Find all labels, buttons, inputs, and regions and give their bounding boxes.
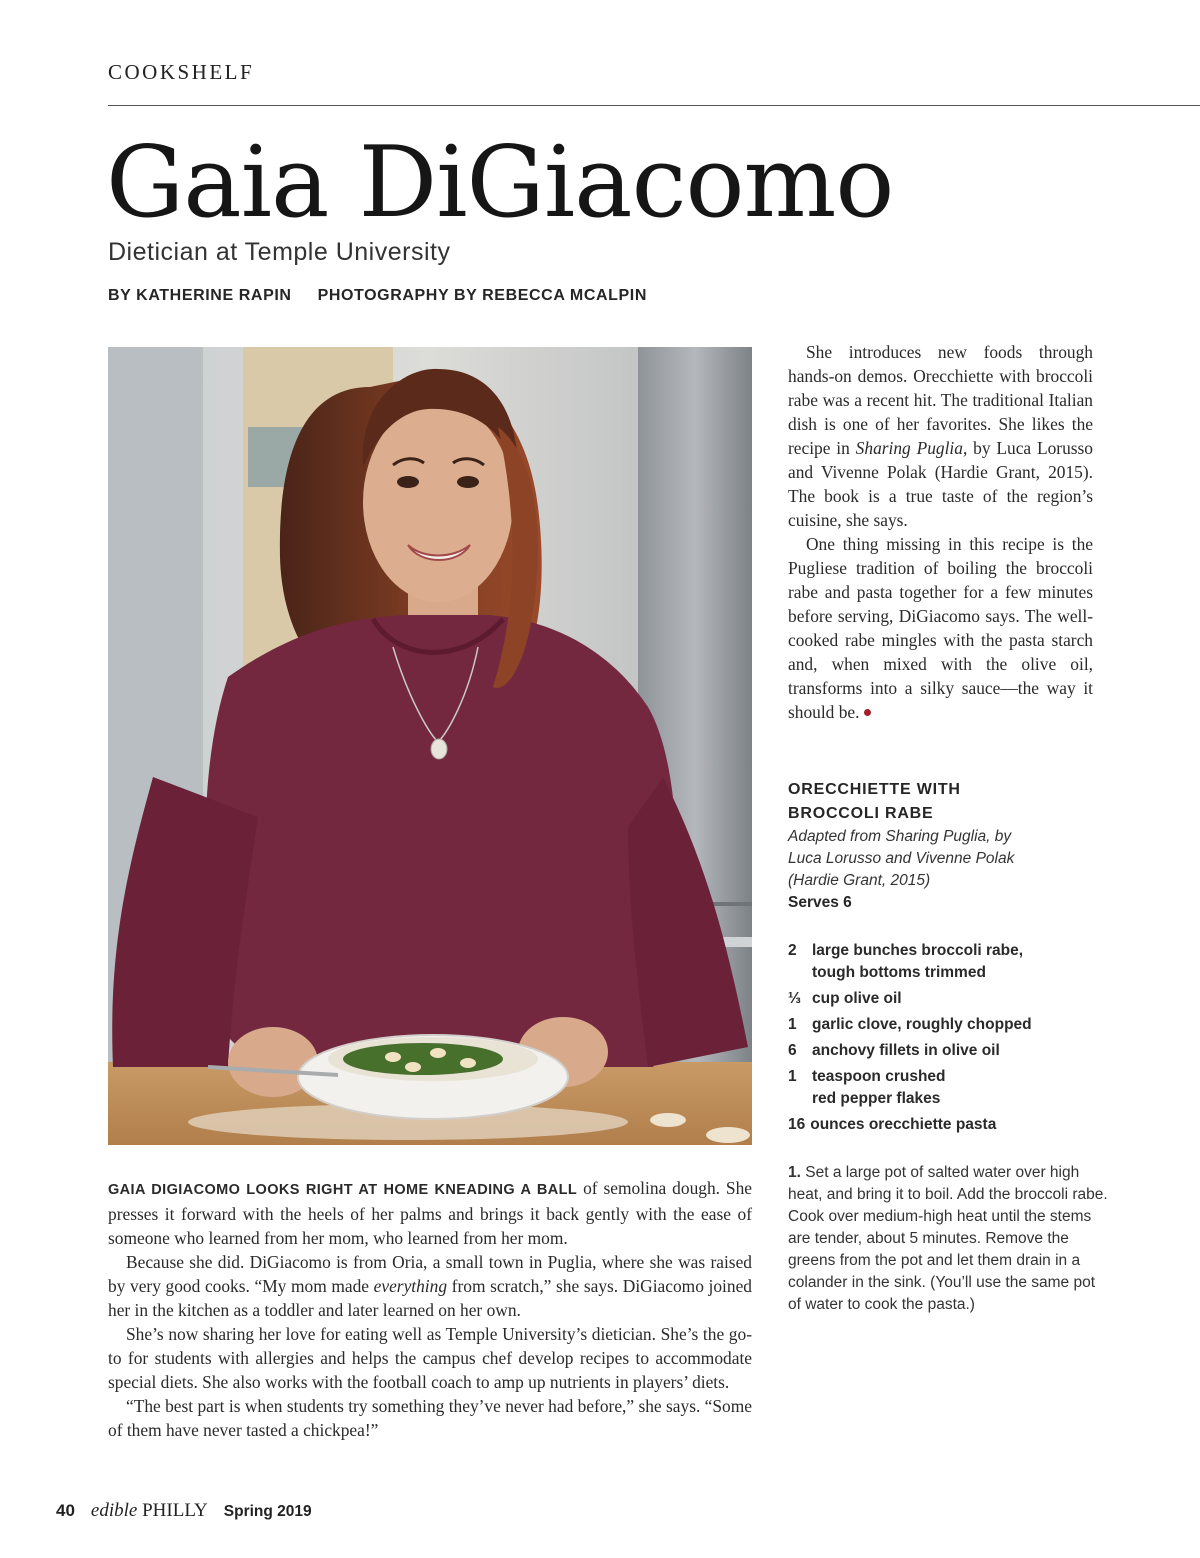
- ingredient-line: teaspoon crushed: [812, 1068, 946, 1085]
- ingredient-line: large bunches broccoli rabe,: [812, 942, 1024, 959]
- subtitle: Dietician at Temple University: [108, 238, 451, 266]
- article-paragraph-5: [788, 340, 1093, 532]
- article-paragraph-6: [788, 532, 1093, 724]
- book-title: Sharing Puglia: [855, 438, 963, 458]
- portrait-photo: [108, 347, 752, 1145]
- magazine-name: [91, 1500, 208, 1521]
- recipe-source-line: Luca Lorusso and Vivenne Polak: [788, 850, 1015, 867]
- credits: [108, 287, 647, 305]
- article-paragraph-1: [108, 1176, 752, 1250]
- header-rule: [108, 105, 1200, 106]
- ingredient-item: [788, 1014, 1108, 1036]
- recipe-source: [788, 826, 1108, 892]
- recipe-title-line: BROCCOLI RABE: [788, 805, 934, 822]
- article-paragraph-3: She’s now sharing her love for eating well as Temple University’s dietician. She’s the go-to for students with allergies and helps the campus chef develop recipes to accommodate special diets. She also works with the football coach to amp up nutrients in players’ diets.: [108, 1324, 752, 1392]
- ingredient-item: [788, 1114, 1108, 1136]
- recipe-title: [788, 778, 1108, 826]
- ingredient-item: [788, 1066, 1108, 1110]
- byline: BY KATHERINE RAPIN: [108, 287, 292, 304]
- text-run: One thing missing in this recipe is the Pugliese tradition of boiling the broccoli rabe and pasta together for a few minutes before serving, DiGiacomo says. The well-cooked rabe mingles with the pasta starch and, when mixed with the olive oil, transforms into a silky sauce—the way it should be.: [788, 534, 1093, 722]
- ingredient-qty: 16: [788, 1116, 806, 1133]
- page-title: Gaia DiGiacomo: [106, 126, 894, 240]
- page-footer: [56, 1500, 312, 1522]
- article-body-right: [788, 340, 1093, 724]
- ingredient-qty: ⅓: [788, 990, 801, 1007]
- recipe-box: [788, 778, 1108, 1316]
- ingredient-line: tough bottoms trimmed: [812, 964, 986, 981]
- issue-date: Spring 2019: [223, 1503, 312, 1520]
- text-run: She introduces new foods through hands-on demos. Orecchiette with broccoli rabe was a recent hit. The traditional Italian dish is one of her favorites. She likes the recipe in: [788, 342, 1093, 458]
- text-run: Because she did. DiGiacomo is from Oria, a small town in Puglia, where she was raised by very good cooks. “My mom made: [108, 1252, 752, 1296]
- ingredient-text: [812, 940, 1023, 984]
- ingredient-qty: 1: [788, 1068, 797, 1085]
- ingredient-qty: 2: [788, 942, 797, 959]
- text-run: , by Luca Lorusso and Vivenne Polak (Hardie Grant, 2015). The book is a true taste of the region’s cuisine, she says.: [788, 438, 1094, 530]
- ingredient-text: anchovy fillets in olive oil: [812, 1042, 1000, 1059]
- recipe-source-line: (Hardie Grant, 2015): [788, 872, 931, 889]
- step-text: Set a large pot of salted water over high heat, and bring it to boil. Add the broccoli rabe. Cook over medium-high heat until the stems are tender, about 5 minutes. Remove the greens from the pot and let them drain in a colander in the sink. (You’ll use the same pot of water to cook the pasta.): [788, 1164, 1108, 1313]
- photo-credit: PHOTOGRAPHY BY REBECCA MCALPIN: [317, 287, 648, 304]
- ingredient-item: [788, 940, 1108, 984]
- section-label: COOKSHELF: [108, 60, 255, 84]
- ingredient-item: [788, 988, 1108, 1010]
- recipe-serves: Serves 6: [788, 894, 852, 911]
- ingredient-list: [788, 940, 1108, 1136]
- ingredient-text: garlic clove, roughly chopped: [812, 1016, 1032, 1033]
- ingredient-text: cup olive oil: [812, 990, 902, 1007]
- article-paragraph-4: “The best part is when students try something they’ve never had before,” she says. “Some of them have never tasted a chickpea!”: [108, 1396, 752, 1440]
- ingredient-text: [812, 1066, 946, 1110]
- recipe-step-1: [788, 1162, 1108, 1316]
- article-paragraph-2: [108, 1250, 752, 1322]
- recipe-title-line: ORECCHIETTE WITH: [788, 781, 961, 798]
- emphasis: everything: [373, 1276, 448, 1296]
- end-mark-icon: [864, 709, 871, 716]
- ingredient-item: [788, 1040, 1108, 1062]
- ingredient-text: ounces orecchiette pasta: [810, 1116, 997, 1133]
- text-run: from scratch,” she says. DiGiacomo joined her in the kitchen as a toddler and later learned on her own.: [108, 1276, 752, 1320]
- ingredient-line: red pepper flakes: [812, 1090, 941, 1107]
- magazine-name-caps: PHILLY: [142, 1500, 208, 1521]
- magazine-name-italic: edible: [90, 1500, 138, 1521]
- step-number: 1.: [788, 1164, 801, 1181]
- ingredient-qty: 6: [788, 1042, 797, 1059]
- lead-in-caps: GAIA DIGIACOMO LOOKS RIGHT AT HOME KNEADING A BALL: [108, 1182, 578, 1198]
- page-number: 40: [56, 1501, 75, 1520]
- article-body-left: [108, 1176, 752, 1442]
- ingredient-qty: 1: [788, 1016, 797, 1033]
- lead-in-rest: of semolina dough. She presses it forward with the heels of her palms and brings it back gently with the ease of someone who learned from her mom, who learned from her mom.: [108, 1178, 753, 1248]
- recipe-source-line: Adapted from Sharing Puglia, by: [788, 828, 1012, 845]
